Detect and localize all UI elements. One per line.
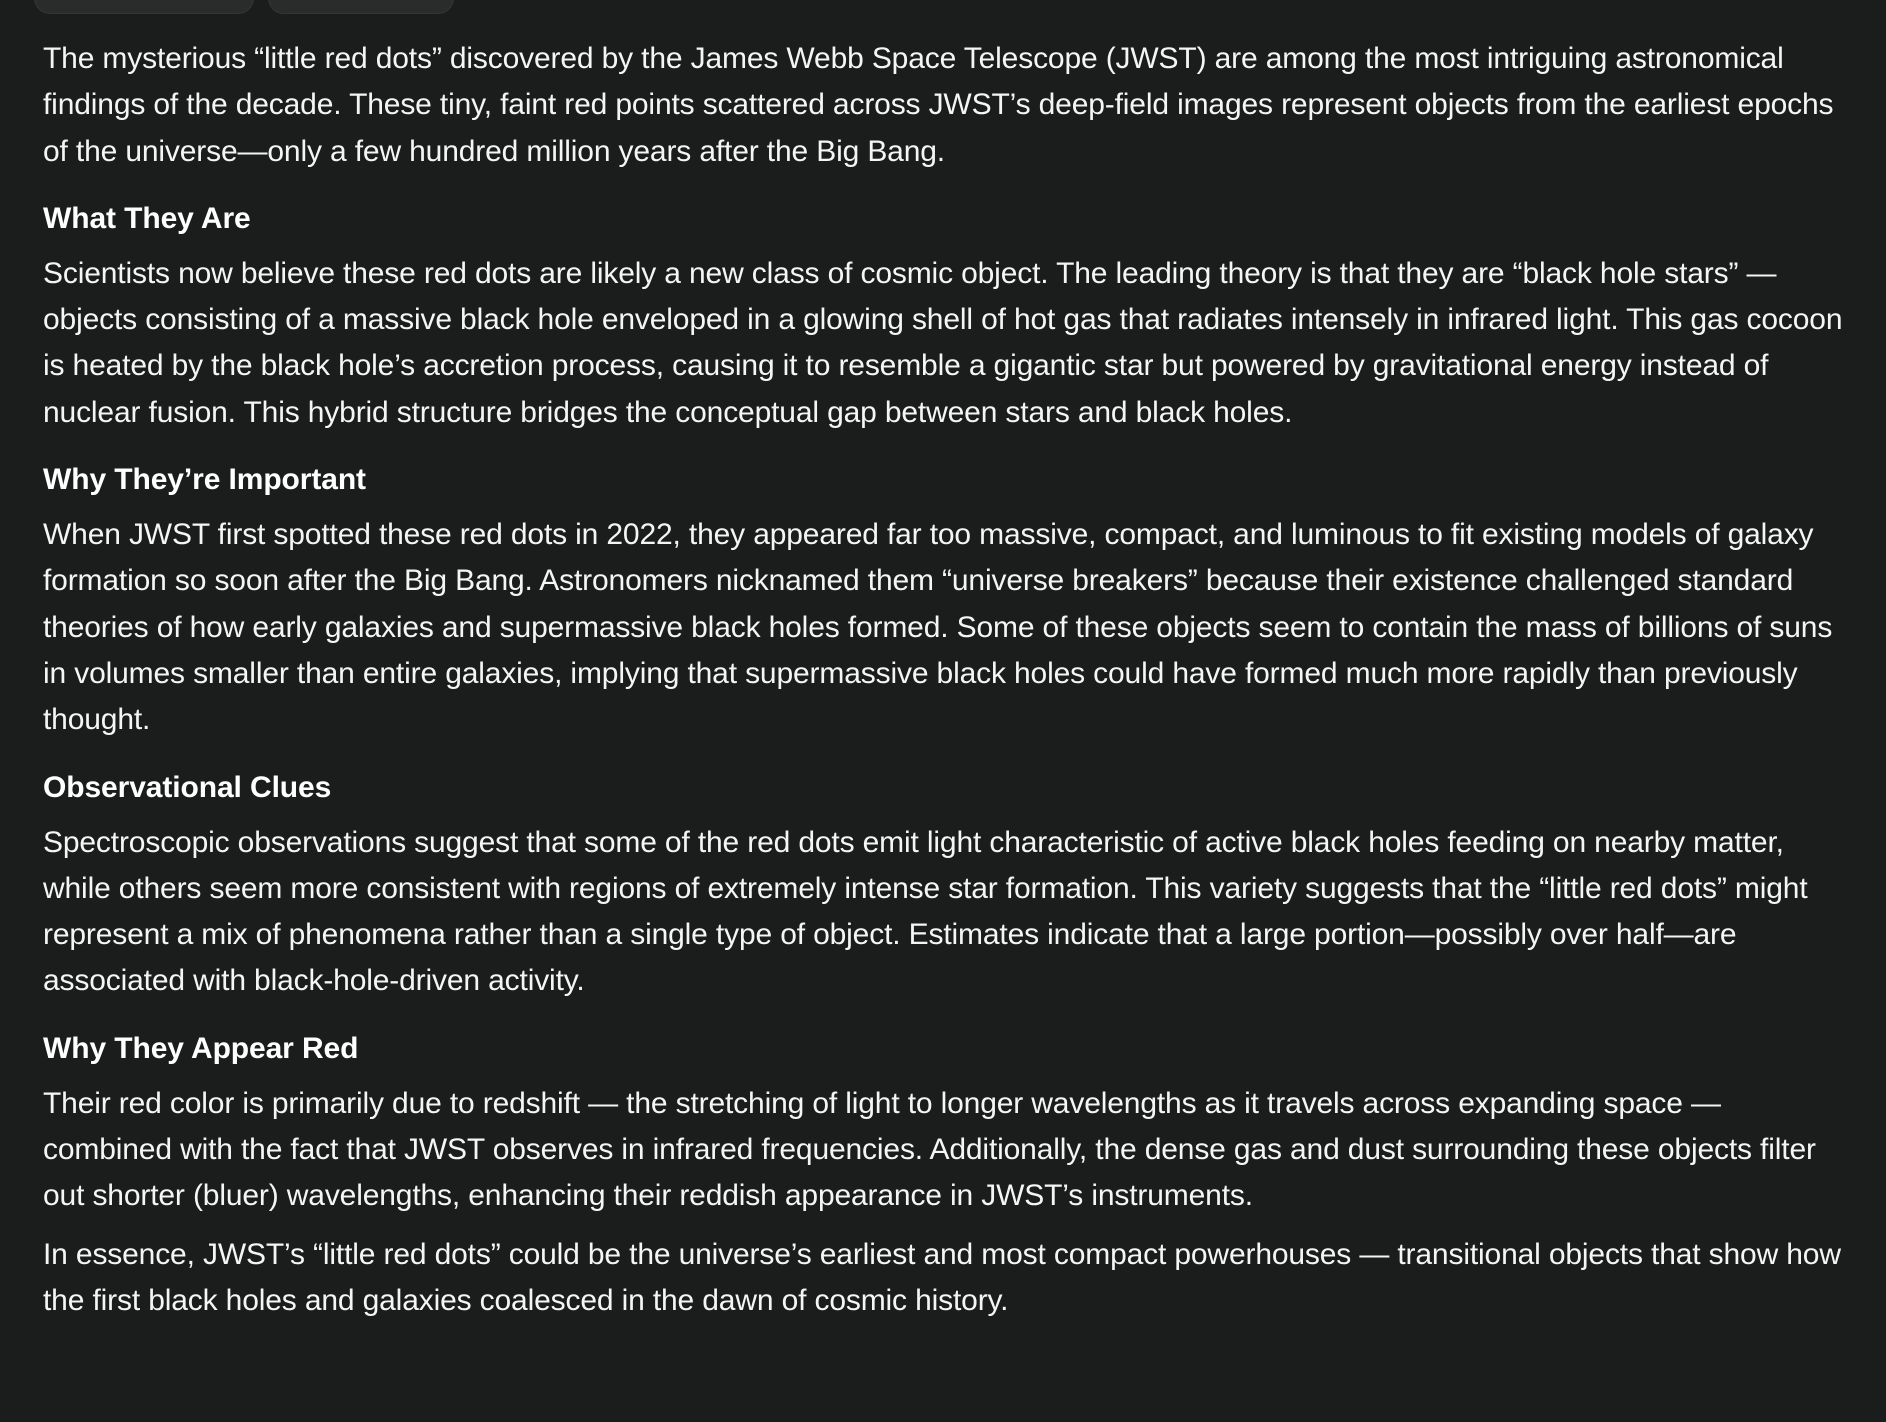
section-heading: Observational Clues <box>43 770 332 804</box>
conclusion-paragraph: In essence, JWST’s “little red dots” could be the universe’s earliest and most compact powerhouses — transitional objects that show how the first black holes and galaxies coalesced in the dawn of cosmic history. <box>43 1237 1841 1317</box>
section-heading: Why They’re Important <box>43 463 366 497</box>
section-body: Scientists now believe these red dots are likely a new class of cosmic object. The leading theory is that they are “black hole stars” — objects consisting of a massive black hole enveloped in a glowing shell of hot gas that radiates intensely in infrared light. This gas cocoon is heated by the black hole’s accretion process, causing it to resemble a gigantic star but powered by gravitational energy instead of nuclear fusion. This hybrid structure bridges the conceptual gap between stars and black holes. <box>43 256 1843 429</box>
section-body: When JWST first spotted these red dots in 2022, they appeared far too massive, compact, and luminous to fit existing models of galaxy formation so soon after the Big Bang. Astronomers nicknamed them “universe breakers” because their existence challenged standard theories of how early galaxies and supermassive black holes formed. Some of these objects seem to contain the mass of billions of suns in volumes smaller than entire galaxies, implying that supermassive black holes could have formed much more rapidly than previously thought. <box>43 518 1833 737</box>
section-body: Spectroscopic observations suggest that some of the red dots emit light characteristic of active black holes feeding on nearby matter, while others seem more consistent with regions of extremely intense star formation. This variety suggests that the “little red dots” might represent a mix of phenomena rather than a single type of object. Estimates indicate that a large portion—possibly over half—are associated with black-hole-driven activity. <box>43 825 1808 998</box>
intro-paragraph: The mysterious “little red dots” discovered by the James Webb Space Telescope (JWST) are among the most intriguing astronomical findings of the decade. These tiny, faint red points scattered across JWST’s deep-field images represent objects from the earliest epochs of the universe—only a few hundred million years after the Big Bang. <box>43 42 1834 168</box>
action-chip[interactable] <box>34 0 254 14</box>
section-heading: Why They Appear Red <box>43 1031 359 1065</box>
section-body: Their red color is primarily due to redshift — the stretching of light to longer wavelengths as it travels across expanding space — combined with the fact that JWST observes in infrared frequencies. Additionally, the dense gas and dust surrounding these objects filter out shorter (bluer) wavelengths, enhancing their reddish appearance in JWST’s instruments. <box>43 1086 1816 1213</box>
section-heading: What They Are <box>43 201 251 235</box>
action-chip[interactable] <box>268 0 454 14</box>
response-content <box>43 36 1853 1324</box>
